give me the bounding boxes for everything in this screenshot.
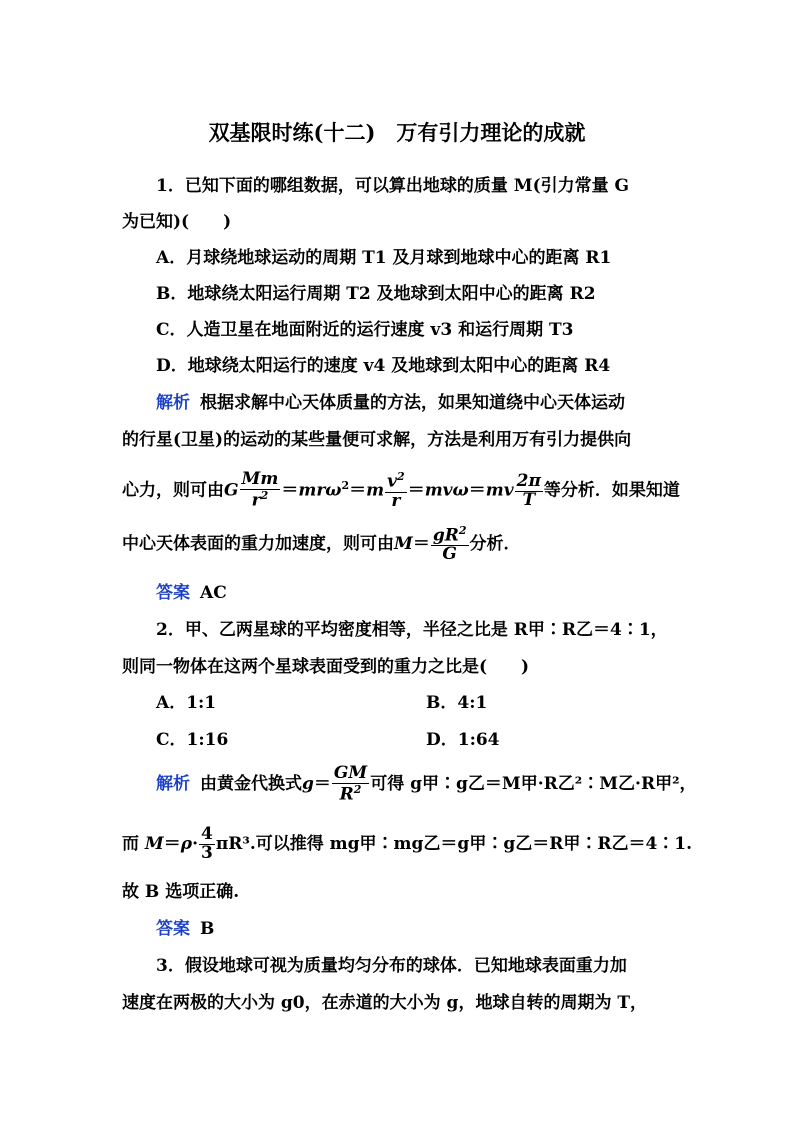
page-title: 双基限时练(十二) 万有引力理论的成就	[208, 120, 586, 145]
q3-stem-line1: 3．假设地球可视为质量均匀分布的球体．已知地球表面重力加	[156, 956, 627, 976]
q3-stem-line2: 速度在两极的大小为 g0，在赤道的大小为 g，地球自转的周期为 T，	[122, 993, 648, 1013]
formula-fraction: $\frac{GM}{R^2}$	[333, 762, 368, 805]
q1-option-a: A．月球绕地球运动的周期 T1 及月球到地球中心的距离 R1	[156, 248, 612, 268]
q1-analysis-line3: 心力，则可由G $\frac{Mm}{r^2}$ ＝mrω$^2$＝m $\frac{v^2}{r}$ ＝mvω＝mv $\frac{2\pi}{T}$ 等分析．如果知道	[122, 469, 680, 511]
formula-fraction: $\frac{v^2}{r}$	[387, 470, 405, 511]
q1-answer-value: AC	[200, 583, 227, 603]
q1-option-b: B．地球绕太阳运行周期 T2 及地球到太阳中心的距离 R2	[156, 284, 596, 304]
formula-fraction: $\frac{4}{3}$	[200, 824, 213, 863]
q1-option-c: C．人造卫星在地面附近的运行速度 v3 和运行周期 T3	[156, 320, 574, 340]
q1-stem-line2: 为已知)( )	[122, 212, 232, 232]
q1-stem-line1: 1．已知下面的哪组数据，可以算出地球的质量 M(引力常量 G	[156, 176, 630, 196]
q1-analysis-line1	[156, 390, 625, 416]
q1-option-d: D．地球绕太阳运行的速度 v4 及地球到太阳中心的距离 R4	[156, 356, 611, 376]
q2-option-d: D．1:64	[426, 730, 500, 750]
q1-analysis-line4: 中心天体表面的重力加速度，则可由M＝ $\frac{gR^2}{G}$ 分析．	[122, 523, 521, 565]
q2-stem-line1: 2．甲、乙两星球的平均密度相等，半径之比是 R甲∶R乙＝4∶1，	[156, 620, 668, 640]
q2-analysis-line3: 故 B 选项正确.	[122, 882, 240, 902]
formula-fraction: $\frac{2\pi}{T}$	[516, 470, 541, 510]
q1-analysis-text1: 根据求解中心天体质量的方法，如果知道绕中心天体运动	[200, 393, 625, 413]
q2-option-b: B．4:1	[426, 693, 488, 713]
q2-option-a: A．1:1	[156, 693, 217, 713]
q2-analysis-label: 解析	[156, 774, 190, 794]
q2-answer	[156, 916, 214, 942]
formula-fraction: $\frac{Mm}{r^2}$	[241, 469, 279, 511]
q1-analysis-label: 解析	[156, 393, 190, 413]
q2-answer-label: 答案	[156, 919, 190, 939]
q1-analysis-line2: 的行星(卫星)的运动的某些量便可求解，方法是利用万有引力提供向	[122, 430, 632, 450]
q2-stem-line2: 则同一物体在这两个星球表面受到的重力之比是( )	[122, 657, 530, 677]
q2-option-c: C．1:16	[156, 730, 229, 750]
q2-analysis-line2: 而 M＝ρ· $\frac{4}{3}$ πR³.可以推得 mg甲∶mg乙＝g甲∶g乙＝R甲∶R乙＝4∶1.	[122, 824, 693, 863]
q2-analysis-line1: 解析 由黄金代换式g＝ $\frac{GM}{R^2}$ 可得 g甲∶g乙＝M甲·R乙²∶M乙·R甲²，	[156, 762, 697, 805]
q1-answer	[156, 580, 227, 606]
q1-answer-label: 答案	[156, 583, 190, 603]
formula-fraction: $\frac{gR^2}{G}$	[432, 523, 467, 565]
q2-answer-value: B	[200, 919, 215, 939]
